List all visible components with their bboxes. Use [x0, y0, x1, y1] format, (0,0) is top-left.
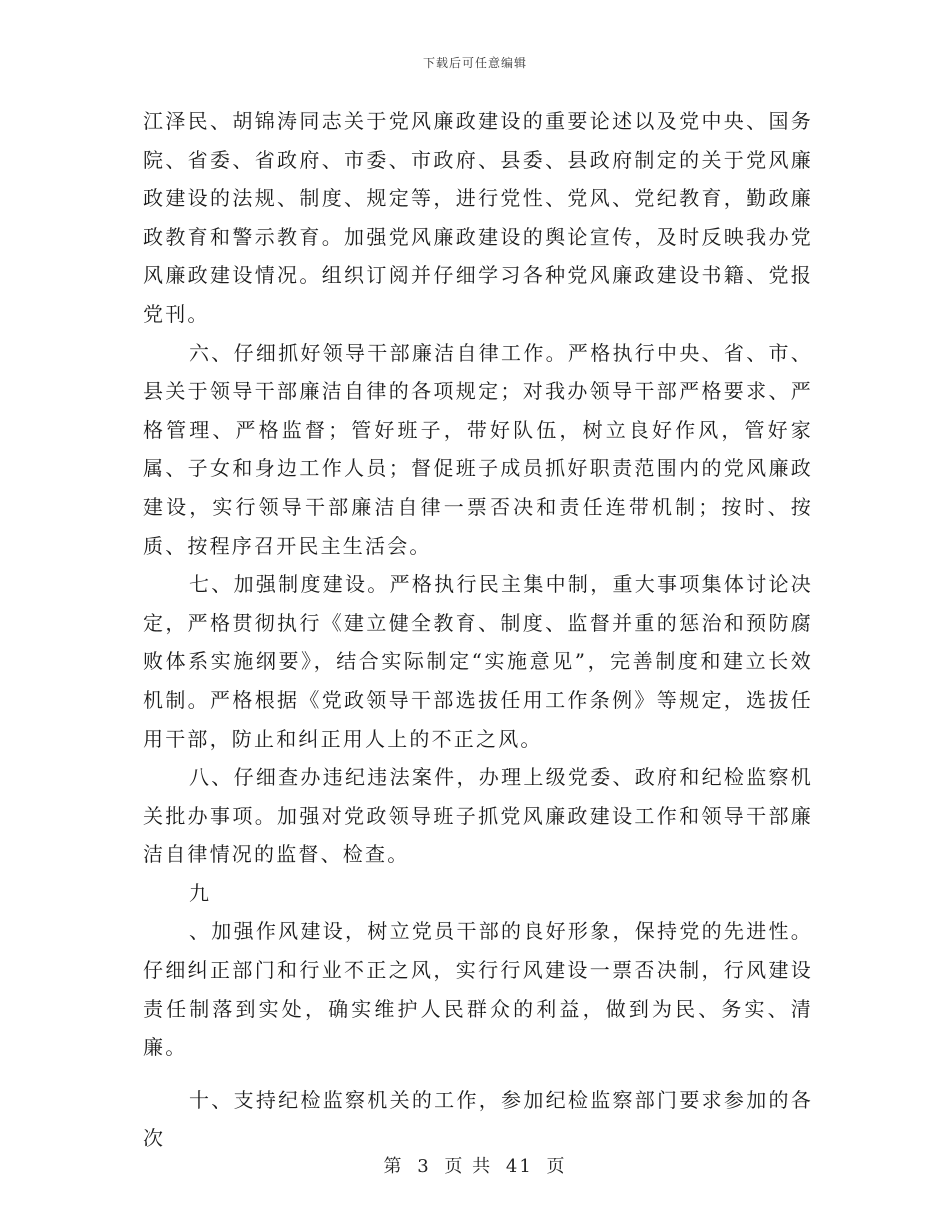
paragraph-continuation: 江泽民、胡锦涛同志关于党风廉政建设的重要论述以及党中央、国务院、省委、省政府、市委、市政府、县委、县政府制定的关于党风廉政建设的法规、制度、规定等，进行党性、党风、党纪教育，勤政廉政教育和警示教育。加强党风廉政建设的舆论宣传，及时反映我办党风廉政建设情况。组织订阅并仔细学习各种党风廉政建设书籍、党报党刊。: [143, 109, 813, 326]
paragraph-item-6: 六、仔细抓好领导干部廉洁自律工作。严格执行中央、省、市、县关于领导干部廉洁自律的各项规定；对我办领导干部严格要求、严格管理、严格监督；管好班子，带好队伍，树立良好作风，管好家属、子女和身边工作人员；督促班子成员抓好职责范围内的党风廉政建设，实行领导干部廉洁自律一票否决和责任连带机制；按时、按质、按程序召开民主生活会。: [143, 340, 813, 558]
footer-suffix: 页: [546, 1156, 567, 1177]
paragraph-item-9: 、加强作风建设，树立党员干部的良好形象，保持党的先进性。仔细纠正部门和行业不正之风，实行行风建设一票否决制，行风建设责任制落到实处，确实维护人民群众的利益，做到为民、务实、清廉。: [143, 919, 813, 1060]
page-header: 下载后可任意编辑: [422, 56, 527, 70]
footer-middle: 页 共: [444, 1156, 493, 1177]
paragraph-item-7: 七、加强制度建设。严格执行民主集中制，重大事项集体讨论决定，严格贯彻执行《建立健全教育、制度、监督并重的惩治和预防腐败体系实施纲要》，结合实际制定“实施意见”，完善制度和建立长效机制。严格根据《党政领导干部选拔任用工作条例》等规定，选拔任用干部，防止和纠正用人上的不正之风。: [143, 572, 813, 751]
paragraph-item-10: 十、支持纪检监察机关的工作，参加纪检监察部门要求参加的各次: [143, 1087, 813, 1151]
footer-page-number: 3: [417, 1156, 431, 1177]
document-body: [143, 102, 813, 1158]
paragraph-item-9-number: 九: [189, 880, 212, 905]
footer-total-pages: 41: [505, 1156, 533, 1177]
paragraph-item-8: 八、仔细查办违纪违法案件，办理上级党委、政府和纪检监察机关批办事项。加强对党政领导班子抓党风廉政建设工作和领导干部廉洁自律情况的监督、检查。: [143, 765, 813, 867]
page-footer: [0, 1152, 950, 1178]
footer-prefix: 第: [383, 1156, 404, 1177]
